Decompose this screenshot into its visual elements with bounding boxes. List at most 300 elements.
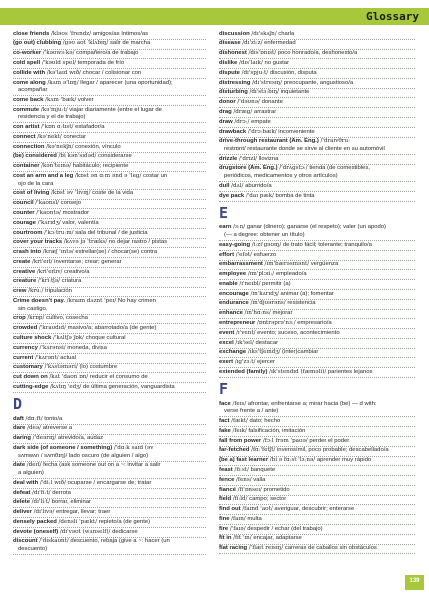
entry-headword: endurance <box>219 300 249 307</box>
entry-headword: dull <box>219 182 230 189</box>
entry-definition: viajar diariamente (entre el lugar de <box>69 106 162 113</box>
glossary-entry <box>219 319 415 329</box>
entry-headword: cold spell <box>13 60 41 67</box>
header-bar <box>0 8 429 25</box>
entry-definition: considerarse <box>98 153 132 160</box>
entry-definition: ganar (dinero); ganarse (el respeto); valer (un apodo) <box>246 224 387 231</box>
entry-headword: employee <box>219 271 247 278</box>
entry-pronunciation: /fækt/ <box>231 418 248 425</box>
entry-pronunciation: /'daɪ pæk/ <box>245 192 274 199</box>
entry-definition: moneda, divisa <box>67 344 107 351</box>
entry-pronunciation: /'dɑːk saɪd (əv <box>113 444 154 451</box>
entry-definition: estafador/a <box>75 124 105 131</box>
glossary-entry <box>219 310 415 320</box>
entry-definition: destacar <box>255 339 279 346</box>
entry-pronunciation: /'kaʊnsl/ <box>35 200 60 207</box>
entry-headword: effort <box>219 251 235 258</box>
entry-definition: empleado/a <box>275 271 307 278</box>
entry-headword: donor <box>219 99 236 106</box>
entry-definition: despedir / echar (del trabajo) <box>247 525 323 532</box>
entry-headword: drag <box>219 108 232 115</box>
entry-pronunciation: /fɔːl frəm 'paʊə/ <box>262 437 308 444</box>
entry-definition: compañero/a de trabajo <box>76 50 139 57</box>
entry-headword: easy-going <box>219 241 251 248</box>
entry-headword: enable <box>219 280 238 287</box>
entry-continuation: restrɒnt/ restaurante donde se sirve al cliente en su automóvil <box>224 145 385 152</box>
entry-headword: far-fetched <box>219 447 250 454</box>
entry-headword: counter <box>13 209 35 216</box>
glossary-entry <box>13 518 206 528</box>
glossary-entry <box>13 324 206 334</box>
glossary-entry <box>13 425 206 435</box>
entry-pronunciation: /kri'eɪt/ <box>32 258 53 265</box>
glossary-entry <box>219 300 415 310</box>
glossary-entry <box>219 251 415 261</box>
entry-pronunciation: /dɪ'stresɪŋ/ <box>252 79 283 86</box>
entry-pronunciation: /dɑːft/ <box>25 415 43 422</box>
entry-definition: discusión, disputa <box>269 69 317 76</box>
entry-definition: poco honrado/a, deshonesto/a <box>277 50 358 57</box>
glossary-entry <box>13 133 206 143</box>
glossary-entry <box>13 415 206 425</box>
entry-definition: tonto/a <box>44 415 63 422</box>
entry-headword: draw <box>219 118 233 125</box>
entry-pronunciation: /dɪs'ɒnɪst/ <box>248 50 277 57</box>
glossary-entry <box>13 297 206 314</box>
entry-pronunciation: /'kəʊwɜːkə/ <box>42 50 75 57</box>
entry-headword: find out <box>219 506 241 513</box>
entry-headword: delete <box>13 499 31 506</box>
entry-group-f <box>219 400 415 554</box>
entry-definition: aprender muy rápido <box>316 457 372 464</box>
entry-definition: campo; sector <box>249 496 287 503</box>
glossary-entry <box>219 192 415 202</box>
entry-headword: enhance <box>219 310 243 317</box>
entry-headword: connection <box>13 143 45 150</box>
glossary-entry <box>13 315 206 325</box>
entry-pronunciation: /'kʌrənsi/ <box>39 344 66 351</box>
entry-definition: no dejar rastro / pistas <box>108 239 168 246</box>
glossary-entry <box>13 268 206 278</box>
glossary-entry <box>219 505 415 515</box>
entry-definition: perder el poder <box>309 437 350 444</box>
entry-headword: fiancé <box>219 486 237 493</box>
entry-continuation: periódicos, medicamentos y otros artículos) <box>224 173 338 180</box>
entry-definition: mostrador <box>62 209 90 216</box>
glossary-entry <box>13 479 206 489</box>
glossary-entry <box>13 79 206 96</box>
entry-pronunciation: /'drɪzl/ <box>238 155 258 162</box>
entry-headword: discount <box>13 538 38 545</box>
glossary-entry <box>13 219 206 229</box>
entry-headword: commute <box>13 106 40 113</box>
entry-definition: ocuparse / encargarse de; tratar <box>67 479 152 486</box>
glossary-entry <box>219 368 415 378</box>
right-column <box>219 30 415 554</box>
entry-headword: face <box>219 400 231 407</box>
glossary-entry <box>219 400 415 417</box>
entry-headword: crowded <box>13 325 38 332</box>
entry-definition: temporada de frío <box>77 60 125 67</box>
entry-headword: fact <box>219 418 230 425</box>
entry-definition: esfuerzo <box>253 251 277 258</box>
entry-pronunciation: /faɪnd 'aʊt/ <box>242 506 273 513</box>
entry-headword: feast <box>219 466 233 473</box>
section-letter-f: F <box>219 380 229 398</box>
entry-headword: create <box>13 258 31 265</box>
entry-continuation: a alguien) <box>18 469 44 476</box>
glossary-entry <box>13 499 206 509</box>
glossary-entry <box>13 106 206 123</box>
entry-headword: disturbing <box>219 89 248 96</box>
entry-definition: salir de marcha <box>109 40 151 47</box>
entry-definition: averiguar, descubrir; enterarse <box>274 506 355 513</box>
entry-headword: exert <box>219 359 234 366</box>
glossary-entry <box>13 258 206 268</box>
entry-headword: come back <box>13 96 44 103</box>
glossary-entry <box>13 143 206 153</box>
entry-definition: carreras de caballos sin obstáculos <box>284 545 377 552</box>
glossary-entry <box>219 98 415 108</box>
glossary-entry <box>13 288 206 298</box>
entry-pronunciation: /dɪ'skʌʃn/ <box>251 30 277 37</box>
entry-pronunciation: /deɪt/ <box>26 462 42 469</box>
glossary-entry <box>219 261 415 271</box>
entry-pronunciation: /'kʌstəməri/ <box>44 364 78 371</box>
page-number: 139 <box>409 578 420 584</box>
entry-definition: donante <box>261 99 283 106</box>
entry-pronunciation: /ɒntrəprə'nɜː/ <box>256 320 296 326</box>
entry-definition: criatura <box>61 278 82 285</box>
entry-definition: arrastrar <box>253 108 277 115</box>
entry-pronunciation: /dɪ'liːt/ <box>31 499 51 506</box>
entry-pronunciation: /ɪ'vent/ <box>236 329 256 336</box>
entry-headword: (be) considered <box>13 153 57 160</box>
glossary-entry <box>13 344 206 354</box>
entry-pronunciation: /densli 'pækt/ <box>58 518 98 525</box>
entry-pronunciation: /fɪt 'ɪn/ <box>233 535 252 542</box>
entry-pronunciation: /kruː/ <box>28 288 44 295</box>
glossary-entry <box>13 172 206 189</box>
entry-pronunciation: /kʌtɪŋ 'edʒ/ <box>49 383 82 390</box>
glossary-entry <box>219 40 415 50</box>
glossary-entry <box>219 118 415 128</box>
glossary-entry <box>13 239 206 249</box>
glossary-entry <box>13 163 206 173</box>
entry-definition: No hay crimen <box>117 298 156 304</box>
entry-headword: fake <box>219 427 231 434</box>
entry-definition: tripulación <box>45 288 72 295</box>
glossary-entry <box>13 59 206 69</box>
entry-headword: connect <box>13 133 36 140</box>
entry-headword: co-worker <box>13 50 42 57</box>
glossary-entry <box>219 358 415 368</box>
glossary-entry <box>219 447 415 457</box>
entry-headword: come along <box>13 79 46 86</box>
entry-headword: fall from power <box>219 437 262 444</box>
entry-pronunciation: /dɪ'ziːz/ <box>242 40 263 47</box>
entry-group-e <box>219 224 415 378</box>
entry-headword: earn <box>219 224 232 231</box>
entry-definition: multa <box>247 515 262 522</box>
entry-pronunciation: /kʌm ə'lɒŋ/ <box>47 79 79 86</box>
glossary-entry <box>219 155 415 165</box>
entry-headword: defeat <box>13 489 31 496</box>
glossary-entry <box>219 280 415 290</box>
glossary-entry <box>219 496 415 506</box>
entry-headword: cut down on <box>13 374 48 381</box>
entry-pronunciation: /kə'nekt/ <box>37 133 62 140</box>
entry-pronunciation: /'kɔːtruːm/ <box>44 229 74 236</box>
entry-pronunciation: /dɪs'laɪk/ <box>238 60 263 67</box>
glossary-entry <box>13 383 206 393</box>
entry-definition: consejo <box>60 200 81 207</box>
entry-headword: council <box>13 200 34 207</box>
entry-pronunciation: /kʌvə jə 'træks/ <box>63 239 108 246</box>
glossary-entry <box>219 525 415 535</box>
entry-pronunciation: /'drɔːbæk/ <box>247 128 277 135</box>
entry-continuation: descuento) <box>18 546 48 552</box>
entry-definition: empate <box>251 118 271 125</box>
entry-definition: dato; hecho <box>249 418 281 425</box>
entry-pronunciation: /fens/ <box>236 476 252 483</box>
entry-headword: drugstore (Am. Eng.) <box>219 165 278 172</box>
glossary-entry <box>13 364 206 374</box>
glossary-entry <box>219 349 415 359</box>
glossary-entry <box>219 339 415 349</box>
entry-headword: Crime doesn't pay. <box>13 298 66 304</box>
entry-definition: inventarse; crear; generar <box>54 258 122 265</box>
entry-headword: container <box>13 163 40 170</box>
glossary-entry <box>13 30 206 40</box>
entry-pronunciation: /dʌl/ <box>231 182 244 189</box>
glossary-entry <box>219 89 415 99</box>
entry-continuation: sin castigo. <box>18 305 48 312</box>
glossary-entry <box>219 138 415 155</box>
glossary-entry <box>219 437 415 447</box>
entry-pronunciation: /dɪ'spjuːt/ <box>241 69 269 76</box>
entry-definition: fecha (ask someone out on a ~: invitar a salir <box>43 462 161 469</box>
glossary-entry <box>13 444 206 461</box>
entry-definition: llovizna <box>258 155 279 162</box>
entry-definition: encajar, adaptarse <box>253 535 302 542</box>
entry-headword: courtroom <box>13 229 43 236</box>
entry-pronunciation: /ɪks'tʃeɪndʒ/ <box>247 349 281 356</box>
entry-definition: cultivo, cosecha <box>46 315 88 322</box>
entry-headword: drawback <box>219 128 247 135</box>
entry-definition: estrellar(se) / chocar(se) contra <box>75 249 158 256</box>
entry-headword: disease <box>219 40 241 47</box>
entry-definition: inquietante <box>280 89 310 96</box>
entry-pronunciation: /ɜːn/ <box>233 224 246 231</box>
entry-headword: field <box>219 496 232 503</box>
entry-pronunciation: /iːzi'ɡəʊɪŋ/ <box>251 241 282 248</box>
entry-definition: bomba de tinta <box>275 192 315 199</box>
glossary-entry <box>13 528 206 538</box>
entry-pronunciation: /krɒp/ <box>27 315 45 322</box>
glossary-entry <box>13 200 206 210</box>
glossary-entry <box>219 241 415 251</box>
entry-headword: embarrassment <box>219 261 263 268</box>
entry-headword: dark side (of someone / something) <box>13 444 113 451</box>
entry-pronunciation: /ɪk'stendɪd (fæməli)/ <box>269 368 327 375</box>
glossary-entry <box>219 486 415 496</box>
entry-pronunciation: /fi'ɒnseɪ/ <box>237 486 262 493</box>
entry-headword: fence <box>219 476 235 483</box>
glossary-entry <box>219 515 415 525</box>
entry-pronunciation: /kʌm 'bæk/ <box>45 96 77 103</box>
glossary-entry <box>13 435 206 445</box>
entry-definition: prometido <box>263 486 290 493</box>
entry-headword: encourage <box>219 290 249 297</box>
entry-definition: atreverse a <box>42 425 73 432</box>
entry-definition: (inter)cambiar <box>282 349 319 356</box>
entry-definition: costar un <box>142 173 168 180</box>
entry-continuation: ojo de la cara <box>18 180 54 187</box>
glossary-entry <box>13 96 206 106</box>
entry-headword: creative <box>13 268 36 275</box>
entry-pronunciation: /'diːl wɪð/ <box>39 479 66 486</box>
entry-headword: distressing <box>219 79 251 86</box>
glossary-entry <box>219 108 415 118</box>
glossary-entry <box>219 417 415 427</box>
entry-group-c <box>13 30 206 393</box>
entry-headword: drizzle <box>219 155 238 162</box>
entry-headword: con artist <box>13 124 40 131</box>
entry-definition: repleto/a (de gente) <box>98 518 151 525</box>
glossary-entry <box>219 182 415 192</box>
glossary-entry <box>219 59 415 69</box>
entry-pronunciation: /'kʌrənt/ <box>34 354 59 361</box>
glossary-entry <box>13 278 206 288</box>
glossary-entry <box>13 229 206 239</box>
entry-headword: currency <box>13 344 38 351</box>
entry-continuation: sʌmwʌn / sʌmθɪŋ)/ lado oscuro (de alguien / algo) <box>18 452 149 459</box>
glossary-entry <box>219 466 415 476</box>
entry-definition: empresario/a <box>297 320 332 326</box>
glossary-entry <box>219 329 415 339</box>
entry-headword: creature <box>13 278 37 285</box>
entry-pronunciation: /'deərɪŋ/ <box>32 435 57 442</box>
entry-headword: flat racing <box>219 545 248 552</box>
entry-headword: cutting-edge <box>13 383 49 390</box>
entry-definition: reducir el consumo de <box>89 374 148 381</box>
entry-definition: coste de la vida <box>92 190 134 197</box>
entry-headword: cover your tracks <box>13 239 63 246</box>
entry-pronunciation: /deə/ <box>27 425 42 432</box>
entry-headword: deliver <box>13 509 32 516</box>
entry-pronunciation: /kɒst ən ɑːm ənd ə 'leɡ/ <box>74 173 142 180</box>
page-number-tab <box>405 575 424 590</box>
entry-definition: masivo/a; abarrotado/a (de gente) <box>67 325 157 332</box>
entry-headword: fit in <box>219 535 232 542</box>
entry-definition: valla <box>253 476 266 483</box>
entry-definition: inverosímil, poco probable; descabellado/a <box>276 447 389 454</box>
entry-pronunciation: /ɪn'djʊərəns/ <box>250 300 286 307</box>
glossary-entry <box>13 354 206 364</box>
entry-definition: de última generación, vanguardista <box>82 383 175 390</box>
entry-pronunciation: /ɪn'kʌrɪdʒ/ <box>250 290 279 297</box>
entry-pronunciation: /'drʌɡstɔː/ <box>279 165 308 172</box>
entry-definition: sala del tribunal / de justicia <box>75 229 148 236</box>
entry-headword: date <box>13 462 26 469</box>
entry-definition: permitir (a) <box>262 280 291 287</box>
glossary-entry <box>13 508 206 518</box>
entry-pronunciation: /ɪn'hɑːns/ <box>244 310 271 317</box>
glossary-entry <box>219 535 415 545</box>
entry-pronunciation: /kraɪm dʌznt 'peɪ/ <box>66 298 117 304</box>
entry-definition: borrar, eliminar <box>51 499 91 506</box>
entry-definition: amigos/as íntimos/as <box>92 30 149 37</box>
entry-definition: llegar / aparecer (una oportunidad); <box>80 79 173 86</box>
entry-definition: descuento, rebaja (give a ~: hacer (un <box>70 538 170 545</box>
entry-definition: enfermedad <box>264 40 296 47</box>
page-title: Glossary <box>366 10 419 23</box>
entry-headword: fine <box>219 515 230 522</box>
entry-definition: parientes lejanos <box>327 368 373 375</box>
section-letter-e: E <box>219 203 229 222</box>
entry-pronunciation: /kən'teɪnə/ <box>41 163 72 170</box>
entry-definition: habitáculo; recipiente <box>72 163 129 170</box>
entry-pronunciation: /ɪm'plɔɪiː/ <box>247 271 275 278</box>
entry-pronunciation: /'kaʊntə/ <box>36 209 61 216</box>
entry-headword: (be a) fast learner <box>219 457 269 464</box>
glossary-entry <box>219 270 415 280</box>
entry-pronunciation: /'draɪvθruː <box>320 138 350 145</box>
glossary-entry <box>219 457 415 467</box>
entry-headword: daring <box>13 435 31 442</box>
glossary-entry <box>13 50 206 60</box>
entry-headword: collide with <box>13 69 46 76</box>
entry-headword: cost of living <box>13 190 50 197</box>
entry-pronunciation: /dɪ'vəʊt (wʌnself)/ <box>59 528 111 535</box>
glossary-entry <box>13 40 206 50</box>
entry-definition: no gustar <box>264 60 290 67</box>
entry-definition: actual <box>60 354 77 361</box>
entry-definition: falsificación, imitación <box>248 427 306 434</box>
entry-definition: afrontar, enfrentarse a; mirar hacia (be) — d with: <box>247 400 377 407</box>
entry-pronunciation: /kræʃ 'ɪntə/ <box>42 249 74 256</box>
glossary-entry <box>219 165 415 182</box>
entry-headword: fire <box>219 525 229 532</box>
entry-headword: drive-through restaurant (Am. Eng.) <box>219 138 319 145</box>
entry-headword: discussion <box>219 30 250 37</box>
entry-definition: dedicarse <box>112 528 138 535</box>
entry-pronunciation: /'efət/ <box>235 251 252 258</box>
entry-pronunciation: /dɪ'stɜːbɪŋ/ <box>249 89 279 96</box>
entry-pronunciation: /fiːld/ <box>232 496 248 503</box>
entry-continuation: acompañar <box>18 87 48 94</box>
entry-pronunciation: /'dəʊnə/ <box>237 99 260 106</box>
entry-pronunciation: /dɪ'fiːt/ <box>32 489 51 496</box>
entry-definition: preocupante, angustioso/a <box>283 79 354 86</box>
entry-pronunciation: /'dɪskaʊnt/ <box>39 538 69 545</box>
glossary-entry <box>219 79 415 89</box>
entry-pronunciation: /kə'laɪd wɪð/ <box>46 69 81 76</box>
entry-definition: (lo) costumbre <box>79 364 118 371</box>
entry-pronunciation: /bi kən'sɪdəd/ <box>58 153 97 160</box>
glossary-entry <box>219 545 415 555</box>
entry-headword: extended (family) <box>219 368 268 375</box>
entry-headword: courage <box>13 219 36 226</box>
entry-pronunciation: /kri'eɪtɪv/ <box>36 268 63 275</box>
entry-definition: volver <box>77 96 94 103</box>
entry-headword: dye pack <box>219 192 245 199</box>
entry-definition: evento; suceso, acontecimiento <box>257 329 340 336</box>
entry-pronunciation: /'faɪə/ <box>229 525 246 532</box>
entry-continuation: residencia y el de trabajo) <box>18 114 86 121</box>
entry-definition: creativo/a <box>64 268 90 275</box>
